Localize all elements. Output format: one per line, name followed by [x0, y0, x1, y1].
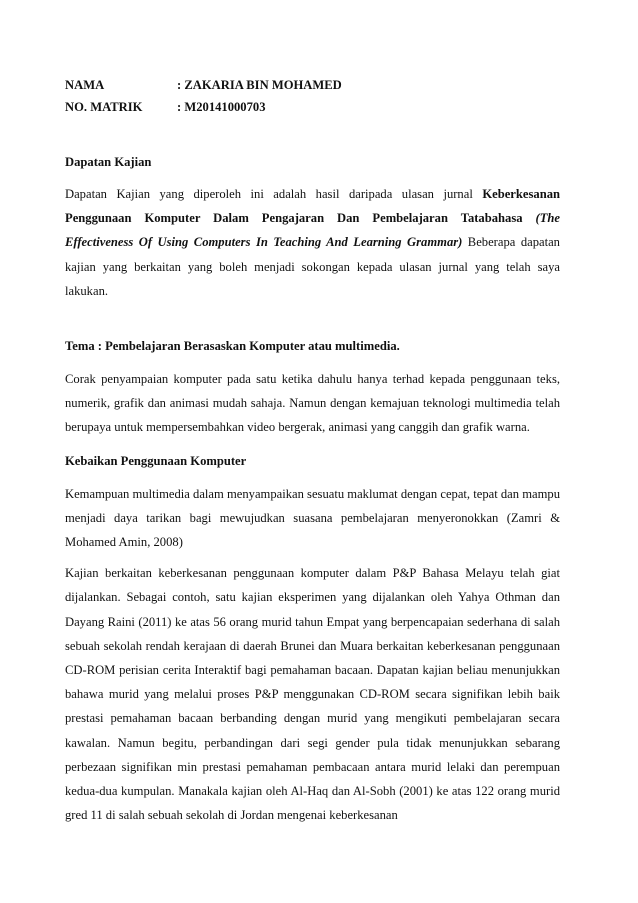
spacer [523, 211, 536, 225]
paragraph-dapatan-kajian [65, 182, 560, 303]
name-label: NAMA [65, 78, 105, 92]
section-heading-kebaikan: Kebaikan Penggunaan Komputer [65, 453, 247, 468]
paragraph-text-end: Beberapa dapatan kajian yang berkaitan yang boleh menjadi sokongan kepada ulasan jurnal yang telah saya lakukan. [65, 235, 560, 298]
name-value: : ZAKARIA BIN MOHAMED [177, 78, 342, 92]
matric-row [65, 96, 560, 118]
matric-value: : M20141000703 [177, 100, 266, 114]
paragraph-text: Dapatan Kajian yang diperoleh ini adalah hasil daripada ulasan jurnal [65, 187, 483, 201]
matric-label: NO. MATRIK [65, 100, 143, 114]
section-heading-dapatan-kajian: Dapatan Kajian [65, 155, 152, 169]
section-heading-tema: Tema : Pembelajaran Berasaskan Komputer atau multimedia. [65, 339, 400, 354]
paragraph-kebaikan-2: Kajian berkaitan keberkesanan penggunaan komputer dalam P&P Bahasa Melayu telah giat dijalankan. Sebagai contoh, satu kajian eksperimen yang dijalankan oleh Yahya Othman dan Dayang Raini (2011) ke atas 56 orang murid tahun Empat yang berpencapaian sederhana di salah sebuah sekolah rendah kerajaan di daerah Brunei dan Muara berkaitan keberkesanan penggunaan CD-ROM perisian cerita Interaktif bagi pemahaman bacaan. Dapatan kajian beliau menunjukkan bahawa murid yang melalui proses P&P menggunakan CD-ROM secara signifikan lebih baik prestasi pemahaman bacaan berbanding dengan murid yang mengikuti pembelajaran secara kawalan. Namun begitu, perbandingan dari segi gender pula tidak menunjukkan sebarang perbezaan signifikan min prestasi pemahaman pembacaan antara murid lelaki dan perempuan kedua-dua kumpulan. Manakala kajian oleh Al-Haq dan Al-Sobh (2001) ke atas 122 orang murid gred 11 di salah sebuah sekolah di Jordan mengenai keberkesanan [65, 566, 560, 823]
journal-title: Keberkesanan Penggunaan Komputer Dalam Pengajaran Dan Pembelajaran Tatabahasa [65, 187, 560, 226]
name-row [65, 74, 560, 96]
journal-title-english: (The Effectiveness Of Using Computers In Teaching And Learning Grammar) [65, 211, 560, 250]
paragraph-kebaikan-1: Kemampuan multimedia dalam menyampaikan sesuatu maklumat dengan cepat, tepat dan mampu menjadi daya tarikan bagi mewujudkan suasana pembelajaran menyeronokkan (Zamri & Mohamed Amin, 2008) [65, 486, 560, 550]
paragraph-tema: Corak penyampaian komputer pada satu ketika dahulu hanya terhad kepada penggunaan teks, numerik, grafik dan animasi mudah sahaja. Namun dengan kemajuan teknologi multimedia telah berupaya untuk mempersembahkan video bergerak, animasi yang canggih dan grafik warna. [65, 372, 560, 435]
